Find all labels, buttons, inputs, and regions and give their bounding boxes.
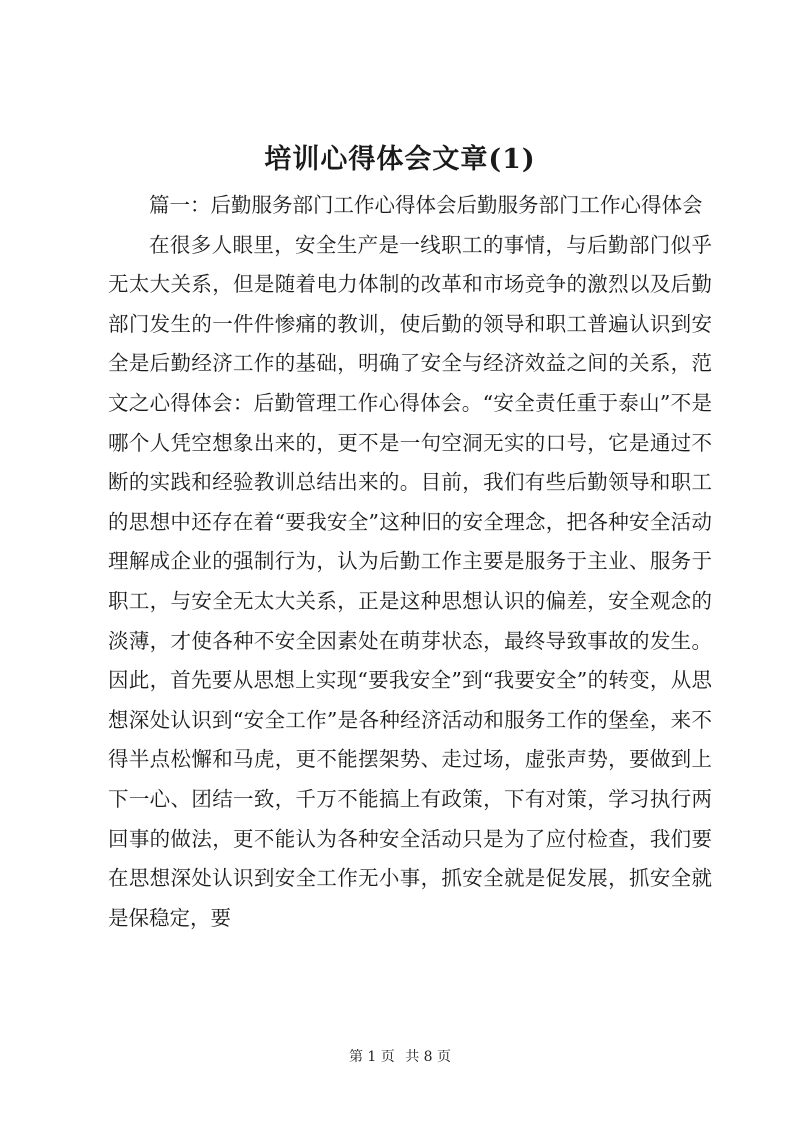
document-title: 培训心得体会文章(1) [264, 144, 536, 175]
body-paragraph: 在很多人眼里，安全生产是一线职工的事情，与后勤部门似乎无太大关系，但是随着电力体制的改革和市场竞争的激烈以及后勤部门发生的一件件惨痛的教训，使后勤的领导和职工普遍认识到安全是后勤经济工作的基础，明确了安全与经济效益之间的关系，范文之心得体会：后勤管理工作心得体会。“安全责任重于泰山”不是哪个人凭空想象出来的，更不是一句空洞无实的口号，它是通过不断的实践和经验教训总结出来的。目前，我们有些后勤领导和职工的思想中还存在着“要我安全”这种旧的安全理念，把各种安全活动理解成企业的强制行为，认为后勤工作主要是服务于主业、服务于职工，与安全无太大关系，正是这种思想认识的偏差，安全观念的淡薄，才使各种不安全因素处在萌芽状态，最终导致事故的发生。因此，首先要从思想上实现“要我安全”到“我要安全”的转变，从思想深处认识到“安全工作”是各种经济活动和服务工作的堡垒，来不得半点松懈和马虎，更不能摆架势、走过场，虚张声势，要做到上下一心、团结一致，千万不能搞上有政策，下有对策，学习执行两回事的做法，更不能认为各种安全活动只是为了应付检查，我们要在思想深处认识到安全工作无小事，抓安全就是促发展，抓安全就是保稳定，要 [108, 232, 712, 930]
section-heading-paragraph: 篇一：后勤服务部门工作心得体会后勤服务部门工作心得体会 [149, 193, 703, 217]
page-footer [0, 1047, 800, 1067]
page-number: 第 1 页 [348, 1049, 395, 1065]
document-body [108, 186, 712, 938]
page-total: 共 8 页 [405, 1049, 452, 1065]
